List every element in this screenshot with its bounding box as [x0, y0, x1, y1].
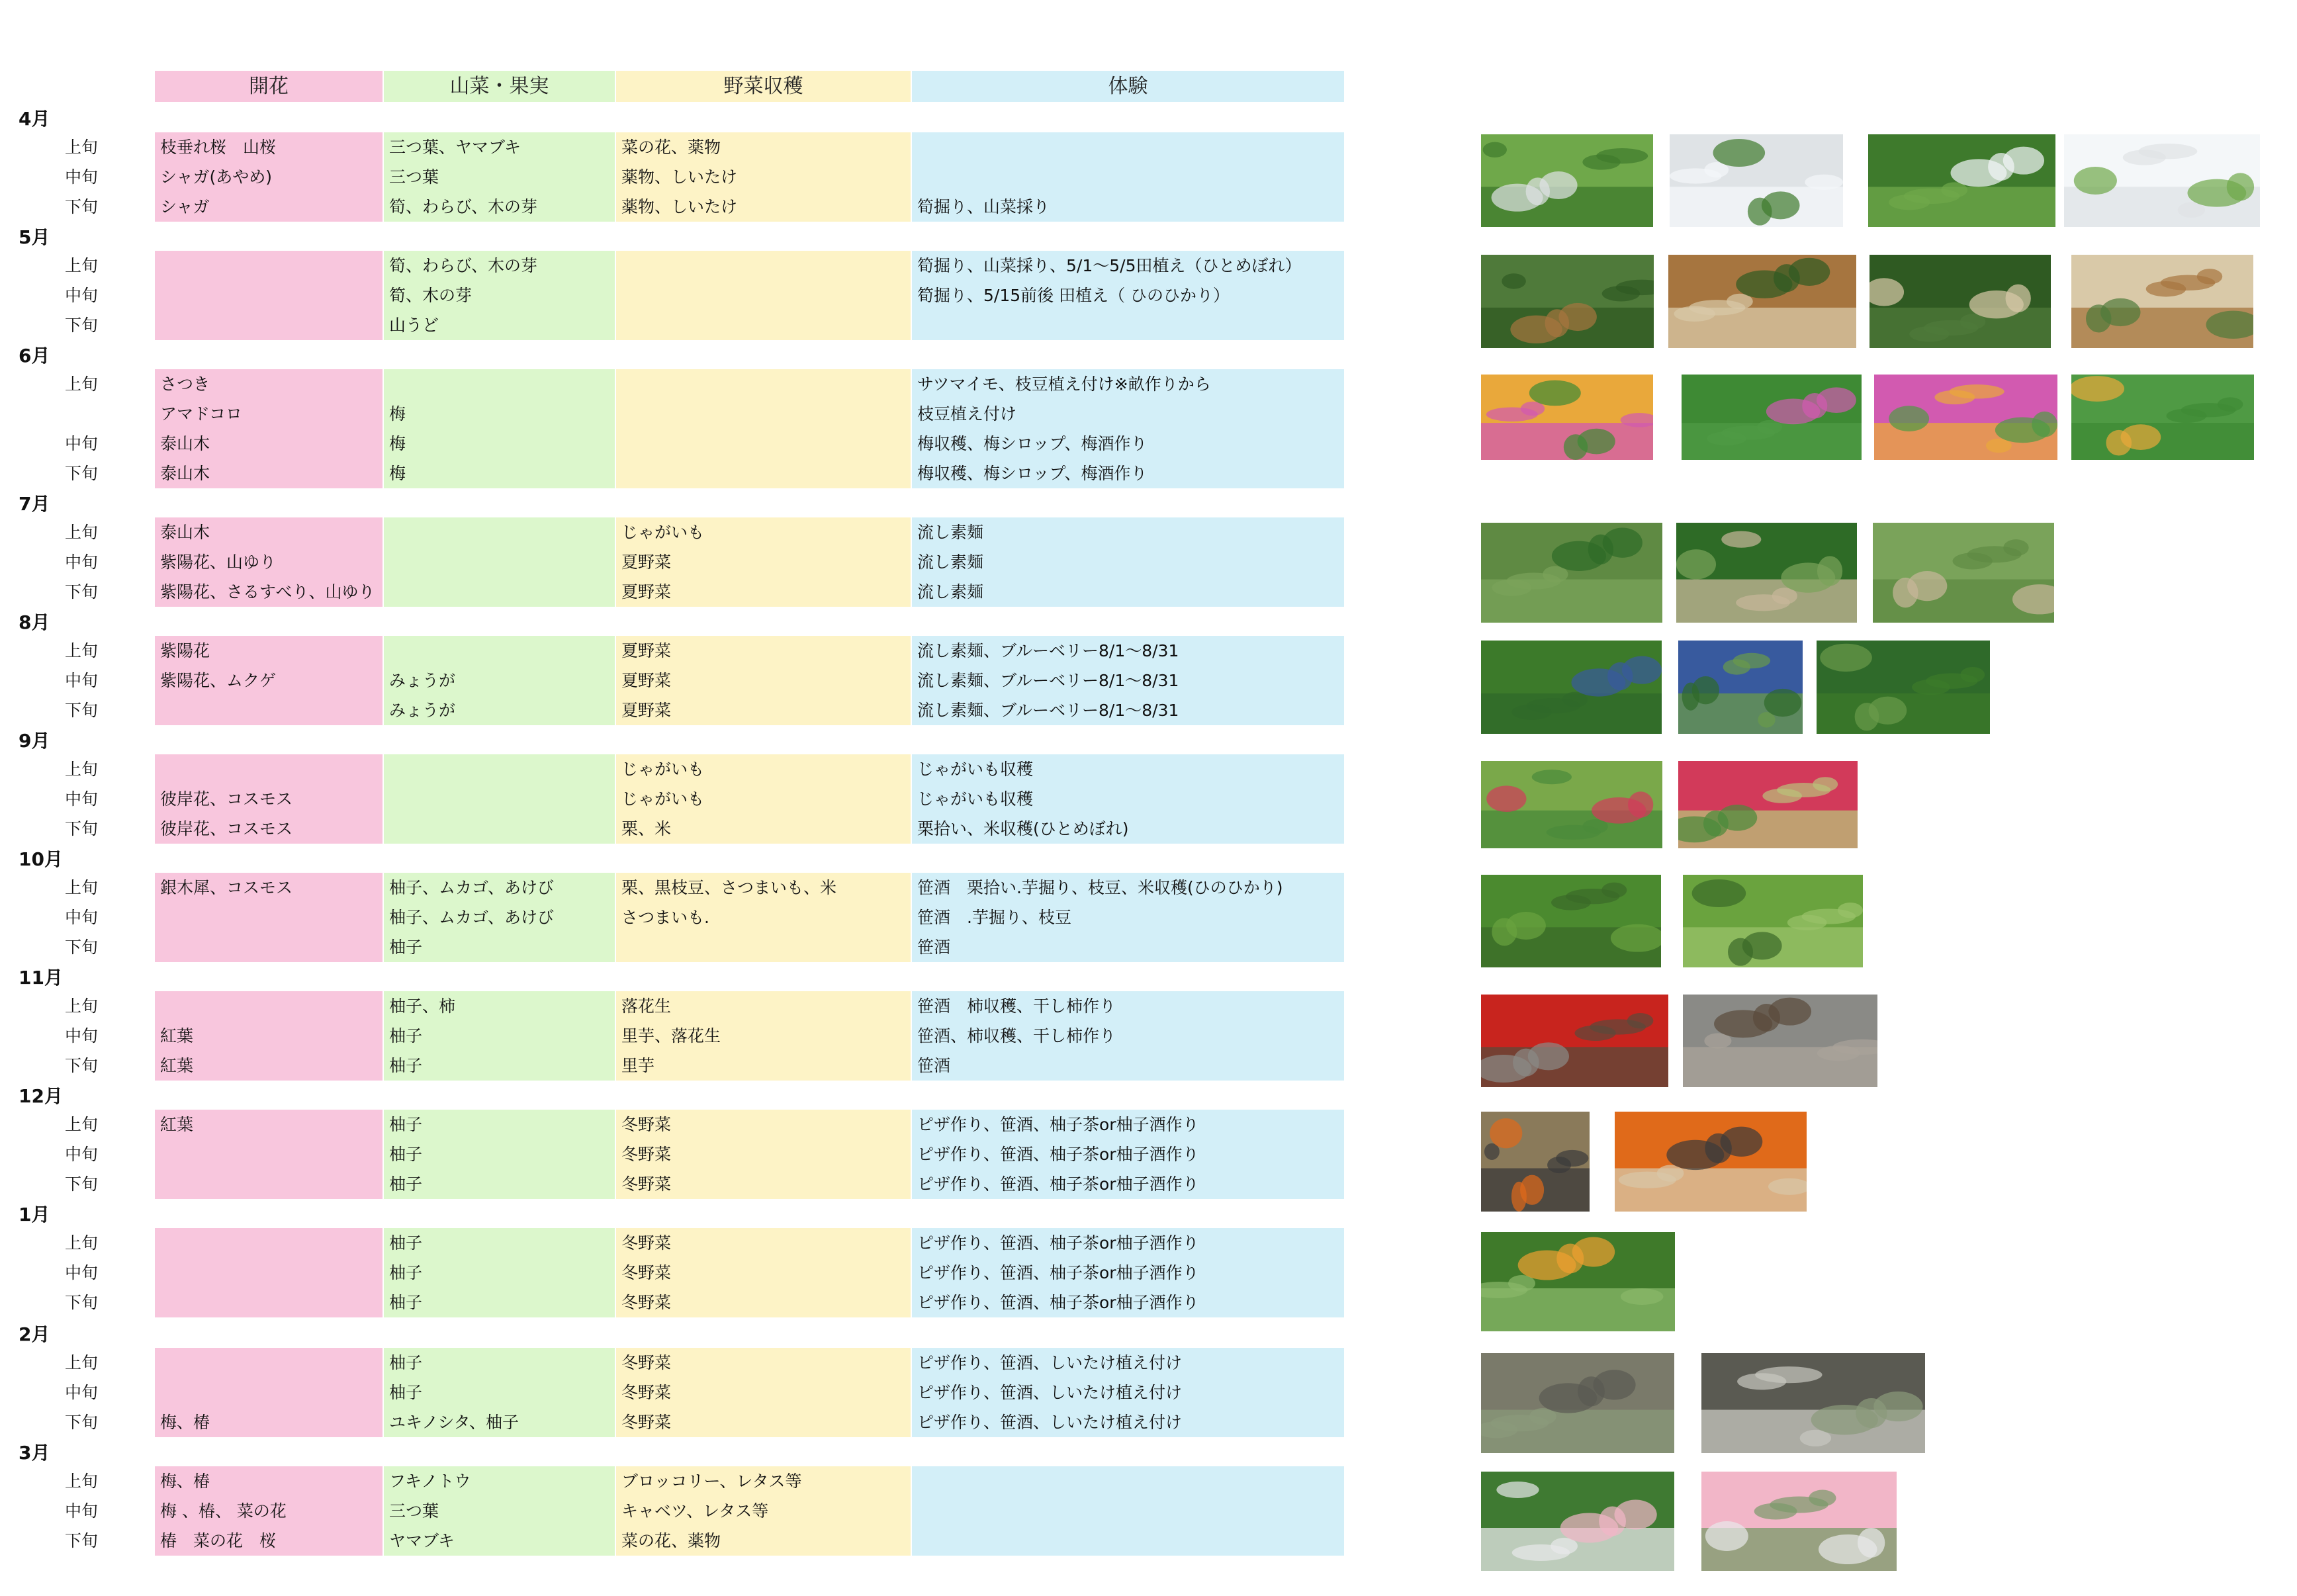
wild-cell: 柚子 [389, 1175, 423, 1194]
period-label: 下旬 [65, 1293, 99, 1312]
wild-cell: 梅 [389, 404, 406, 423]
wild-cell: 山うど [389, 316, 439, 335]
exp-cell: ピザ作り、笹酒、柚子茶or柚子酒作り [917, 1145, 1199, 1164]
wooden-deck-sake-photo [1683, 995, 1877, 1087]
period-label: 上旬 [65, 1353, 99, 1372]
weeping-cherry-field-photo [1868, 134, 2055, 227]
veg-cell: 栗、米 [621, 819, 672, 838]
bloom-column-block [155, 251, 383, 340]
wild-cell: 柚子、柿 [389, 997, 456, 1016]
ume-basket-photo [1481, 375, 1653, 460]
month-label: 6月 [19, 345, 50, 367]
plum-garden-photo [1481, 1353, 1674, 1453]
period-label: 下旬 [65, 1531, 99, 1550]
exp-cell: ピザ作り、笹酒、柚子茶or柚子酒作り [917, 1263, 1199, 1282]
period-label: 中旬 [65, 671, 99, 690]
log-planting-photo [1701, 1353, 1925, 1453]
exp-cell: ピザ作り、笹酒、柚子茶or柚子酒作り [917, 1293, 1199, 1312]
period-label: 中旬 [65, 1383, 99, 1402]
bloom-cell: アマドコロ [160, 404, 243, 423]
period-label: 下旬 [65, 1413, 99, 1432]
wild-cell: 柚子、ムカゴ、あけび [389, 878, 555, 897]
period-label: 下旬 [65, 197, 99, 216]
bloom-cell: 紫陽花 [160, 641, 210, 660]
period-label: 下旬 [65, 938, 99, 957]
wild-cell: 柚子 [389, 1145, 423, 1164]
wild-cell: 柚子 [389, 1056, 423, 1075]
bamboo-shoot-basket-photo [1481, 255, 1654, 348]
veg-cell: 夏野菜 [621, 553, 672, 572]
exp-cell: ピザ作り、笹酒、柚子茶or柚子酒作り [917, 1175, 1199, 1194]
bloom-cell: 泰山木 [160, 464, 210, 483]
bloom-cell: 紫陽花、さるすべり、山ゆり [160, 582, 375, 601]
wild-cell: みょうが [389, 671, 456, 690]
exp-cell: 笹酒 [917, 1056, 951, 1075]
wild-cell: 梅 [389, 464, 406, 483]
red-spider-lily-photo [1678, 761, 1858, 848]
exp-cell: 流し素麺、ブルーベリー8/1～8/31 [917, 701, 1179, 720]
wild-cell: ユキノシタ、柚子 [389, 1413, 519, 1432]
veg-column-block [616, 251, 911, 340]
veg-column-block [616, 369, 911, 488]
period-label: 下旬 [65, 316, 99, 335]
veg-cell: 里芋、落花生 [621, 1026, 721, 1045]
green-hedge-photo [1817, 641, 1990, 734]
exp-cell: じゃがいも収穫 [917, 760, 1034, 779]
veg-cell: 夏野菜 [621, 641, 672, 660]
yuzu-tree-photo [1481, 1232, 1675, 1331]
veg-cell: 冬野菜 [621, 1145, 672, 1164]
tomato-plant-photo [1481, 641, 1662, 734]
bloom-cell: シャガ [160, 197, 210, 216]
veg-cell: 薬物、しいたけ [621, 167, 738, 187]
veg-cell: キャベツ、レタス等 [621, 1501, 769, 1521]
veg-cell: 冬野菜 [621, 1263, 672, 1282]
month-label: 10月 [19, 848, 63, 870]
bloom-cell: 泰山木 [160, 523, 210, 542]
exp-cell: 筍掘り、山菜採り、5/1～5/5田植え（ひとめぼれ） [917, 256, 1302, 275]
wild-cell: 三つ葉 [389, 167, 439, 187]
veg-cell: 冬野菜 [621, 1353, 672, 1372]
veg-cell: 冬野菜 [621, 1175, 672, 1194]
bloom-cell: 彼岸花、コスモス [160, 789, 293, 809]
veg-cell: 薬物、しいたけ [621, 197, 738, 216]
month-label: 5月 [19, 226, 50, 248]
veg-cell: 里芋 [621, 1056, 655, 1075]
wild-cell: 筍、わらび、木の芽 [389, 197, 538, 216]
rice-ear-photo [1481, 761, 1662, 848]
period-label: 中旬 [65, 553, 99, 572]
period-label: 上旬 [65, 878, 99, 897]
period-label: 下旬 [65, 701, 99, 720]
period-label: 上旬 [65, 1115, 99, 1134]
wild-cell: 柚子 [389, 1383, 423, 1402]
period-label: 上旬 [65, 256, 99, 275]
month-label: 1月 [19, 1204, 50, 1225]
blueberry-photo [1678, 641, 1803, 734]
exp-cell: 笹酒 [917, 938, 951, 957]
rice-seedling-rack-photo [1869, 255, 2051, 348]
exp-cell: ピザ作り、笹酒、柚子茶or柚子酒作り [917, 1115, 1199, 1134]
veg-cell: 冬野菜 [621, 1293, 672, 1312]
exp-cell: 流し素麺 [917, 523, 984, 542]
bloom-cell: さつき [160, 375, 210, 394]
month-label: 12月 [19, 1085, 63, 1107]
period-label: 上旬 [65, 1472, 99, 1491]
wild-column-block [384, 517, 615, 607]
shiitake-log-photo [1668, 255, 1856, 348]
veg-cell: 菜の花、薬物 [621, 138, 721, 157]
exp-cell: ピザ作り、笹酒、しいたけ植え付け [917, 1383, 1183, 1402]
period-label: 中旬 [65, 1145, 99, 1164]
period-label: 上旬 [65, 375, 99, 394]
exp-cell: 笹酒 栗拾い.芋掘り、枝豆、米収穫(ひのひかり) [917, 878, 1283, 897]
wild-cell: 筍、わらび、木の芽 [389, 256, 538, 275]
wild-cell: 柚子、ムカゴ、あけび [389, 908, 555, 927]
bloom-cell: 梅、椿 [160, 1472, 210, 1491]
exp-cell: 流し素麺、ブルーベリー8/1～8/31 [917, 641, 1179, 660]
veg-cell: じゃがいも [621, 523, 705, 542]
bloom-cell: 梅 、椿、 菜の花 [160, 1501, 287, 1521]
bloom-cell: 彼岸花、コスモス [160, 819, 293, 838]
period-label: 上旬 [65, 997, 99, 1016]
veg-cell: 冬野菜 [621, 1115, 672, 1134]
veg-cell: 冬野菜 [621, 1233, 672, 1253]
bloom-cell: 紫陽花、山ゆり [160, 553, 277, 572]
veg-cell: じゃがいも [621, 789, 705, 809]
veg-cell: さつまいも. [621, 908, 709, 927]
wild-cell: 柚子 [389, 938, 423, 957]
wild-cell: 柚子 [389, 1115, 423, 1134]
veg-cell: 落花生 [621, 997, 672, 1016]
exp-cell: 枝豆植え付け [917, 404, 1017, 423]
lily-photo [1676, 523, 1857, 623]
period-label: 上旬 [65, 1233, 99, 1253]
chestnut-photo [1481, 875, 1661, 967]
exp-cell: ピザ作り、笹酒、柚子茶or柚子酒作り [917, 1233, 1199, 1253]
bloom-cell: 紅葉 [160, 1056, 194, 1075]
month-label: 3月 [19, 1442, 50, 1464]
magnolia-flower-photo [1682, 375, 1862, 460]
camellia-photo [1481, 1472, 1674, 1571]
veg-cell: じゃがいも [621, 760, 705, 779]
period-label: 中旬 [65, 789, 99, 809]
exp-cell: 梅収穫、梅シロップ、梅酒作り [917, 464, 1148, 483]
wild-cell: 柚子 [389, 1353, 423, 1372]
wild-cell: フキノトウ [389, 1472, 471, 1491]
veg-cell: 栗、黒枝豆、さつまいも、米 [621, 878, 837, 897]
exp-column-block [912, 1466, 1344, 1556]
exp-cell: 流し素麺 [917, 582, 984, 601]
period-label: 下旬 [65, 464, 99, 483]
wild-cell: ヤマブキ [389, 1531, 455, 1550]
period-label: 下旬 [65, 582, 99, 601]
wild-column-block [384, 754, 615, 844]
header-exp: 体験 [912, 71, 1344, 102]
autumn-leaves-house-photo [1481, 995, 1668, 1087]
akebi-photo [1683, 875, 1863, 967]
bamboo-sake-cups-photo [1481, 1112, 1590, 1212]
exp-cell: 筍掘り、山菜採り [917, 197, 1050, 216]
wild-cell: 柚子 [389, 1293, 423, 1312]
period-label: 中旬 [65, 908, 99, 927]
veg-cell: 夏野菜 [621, 701, 672, 720]
period-label: 中旬 [65, 1026, 99, 1045]
bloom-cell: 梅、椿 [160, 1413, 210, 1432]
period-label: 上旬 [65, 641, 99, 660]
wild-cell: 梅 [389, 434, 406, 453]
veg-cell: 冬野菜 [621, 1413, 672, 1432]
wild-column-block [384, 369, 615, 488]
exp-cell: 笹酒、柿収穫、干し柿作り [917, 1026, 1116, 1045]
pizza-oven-fire-photo [1615, 1112, 1807, 1212]
exp-cell: 栗拾い、米収穫(ひとめぼれ) [917, 819, 1129, 838]
white-flower-photo [2064, 134, 2260, 227]
bloom-cell: シャガ(あやめ) [160, 167, 273, 187]
veg-cell: 夏野菜 [621, 671, 672, 690]
exp-cell: じゃがいも収穫 [917, 789, 1034, 809]
month-label: 11月 [19, 967, 63, 989]
veg-cell: 夏野菜 [621, 582, 672, 601]
period-label: 下旬 [65, 1175, 99, 1194]
wild-cell: 柚子 [389, 1233, 423, 1253]
bloom-cell: 紅葉 [160, 1026, 194, 1045]
period-label: 中旬 [65, 286, 99, 305]
exp-cell: ピザ作り、笹酒、しいたけ植え付け [917, 1413, 1183, 1432]
header-bloom: 開花 [155, 71, 383, 102]
header-wild: 山菜・果実 [384, 71, 615, 102]
bloom-cell: 枝垂れ桜 山桜 [160, 138, 277, 157]
wild-cell: 三つ葉、ヤマブキ [389, 138, 521, 157]
month-label: 9月 [19, 730, 50, 752]
exp-cell: 流し素麺 [917, 553, 984, 572]
exp-cell: ピザ作り、笹酒、しいたけ植え付け [917, 1353, 1183, 1372]
bloom-cell: 泰山木 [160, 434, 210, 453]
month-label: 7月 [19, 493, 50, 515]
month-label: 8月 [19, 611, 50, 633]
exp-cell: 笹酒 .芋掘り、枝豆 [917, 908, 1071, 927]
veg-cell: 菜の花、薬物 [621, 1531, 721, 1550]
period-label: 上旬 [65, 138, 99, 157]
period-label: 中旬 [65, 1501, 99, 1521]
period-label: 上旬 [65, 523, 99, 542]
exp-cell: 梅収穫、梅シロップ、梅酒作り [917, 434, 1148, 453]
wild-cell: みょうが [389, 701, 456, 720]
period-label: 下旬 [65, 1056, 99, 1075]
azalea-photo [1874, 375, 2057, 460]
exp-cell: 筍掘り、5/15前後 田植え（ ひのひかり） [917, 286, 1230, 305]
wild-cell: 柚子 [389, 1026, 423, 1045]
green-forest-photo [2071, 375, 2254, 460]
period-label: 下旬 [65, 819, 99, 838]
month-label: 4月 [19, 108, 50, 130]
forest-path-photo [2071, 255, 2253, 348]
bloom-cell: 紫陽花、ムクゲ [160, 671, 277, 690]
bloom-cell: 紅葉 [160, 1115, 194, 1134]
exp-cell: 流し素麺、ブルーベリー8/1～8/31 [917, 671, 1179, 690]
veg-cell: 冬野菜 [621, 1383, 672, 1402]
exp-cell: 笹酒 柿収穫、干し柿作り [917, 997, 1116, 1016]
period-label: 中旬 [65, 167, 99, 187]
green-tunnel-photo [1873, 523, 2054, 623]
bloom-cell: 銀木犀、コスモス [160, 878, 293, 897]
bloom-column-block [155, 1228, 383, 1317]
header-veg: 野菜収穫 [616, 71, 911, 102]
month-label: 2月 [19, 1323, 50, 1345]
wild-cell: 筍、木の芽 [389, 286, 473, 305]
cherry-tree-path-photo [1670, 134, 1843, 227]
bloom-cell: 椿 菜の花 桜 [160, 1531, 277, 1550]
period-label: 中旬 [65, 1263, 99, 1282]
cherry-blossom-meadow-photo [1481, 134, 1653, 227]
veg-cell: ブロッコリー、レタス等 [621, 1472, 802, 1491]
nagashi-somen-photo [1481, 523, 1662, 623]
cherry-avenue-photo [1701, 1472, 1897, 1571]
wild-cell: 三つ葉 [389, 1501, 439, 1521]
wild-cell: 柚子 [389, 1263, 423, 1282]
exp-cell: サツマイモ、枝豆植え付け※畝作りから [917, 375, 1211, 394]
period-label: 中旬 [65, 434, 99, 453]
period-label: 上旬 [65, 760, 99, 779]
